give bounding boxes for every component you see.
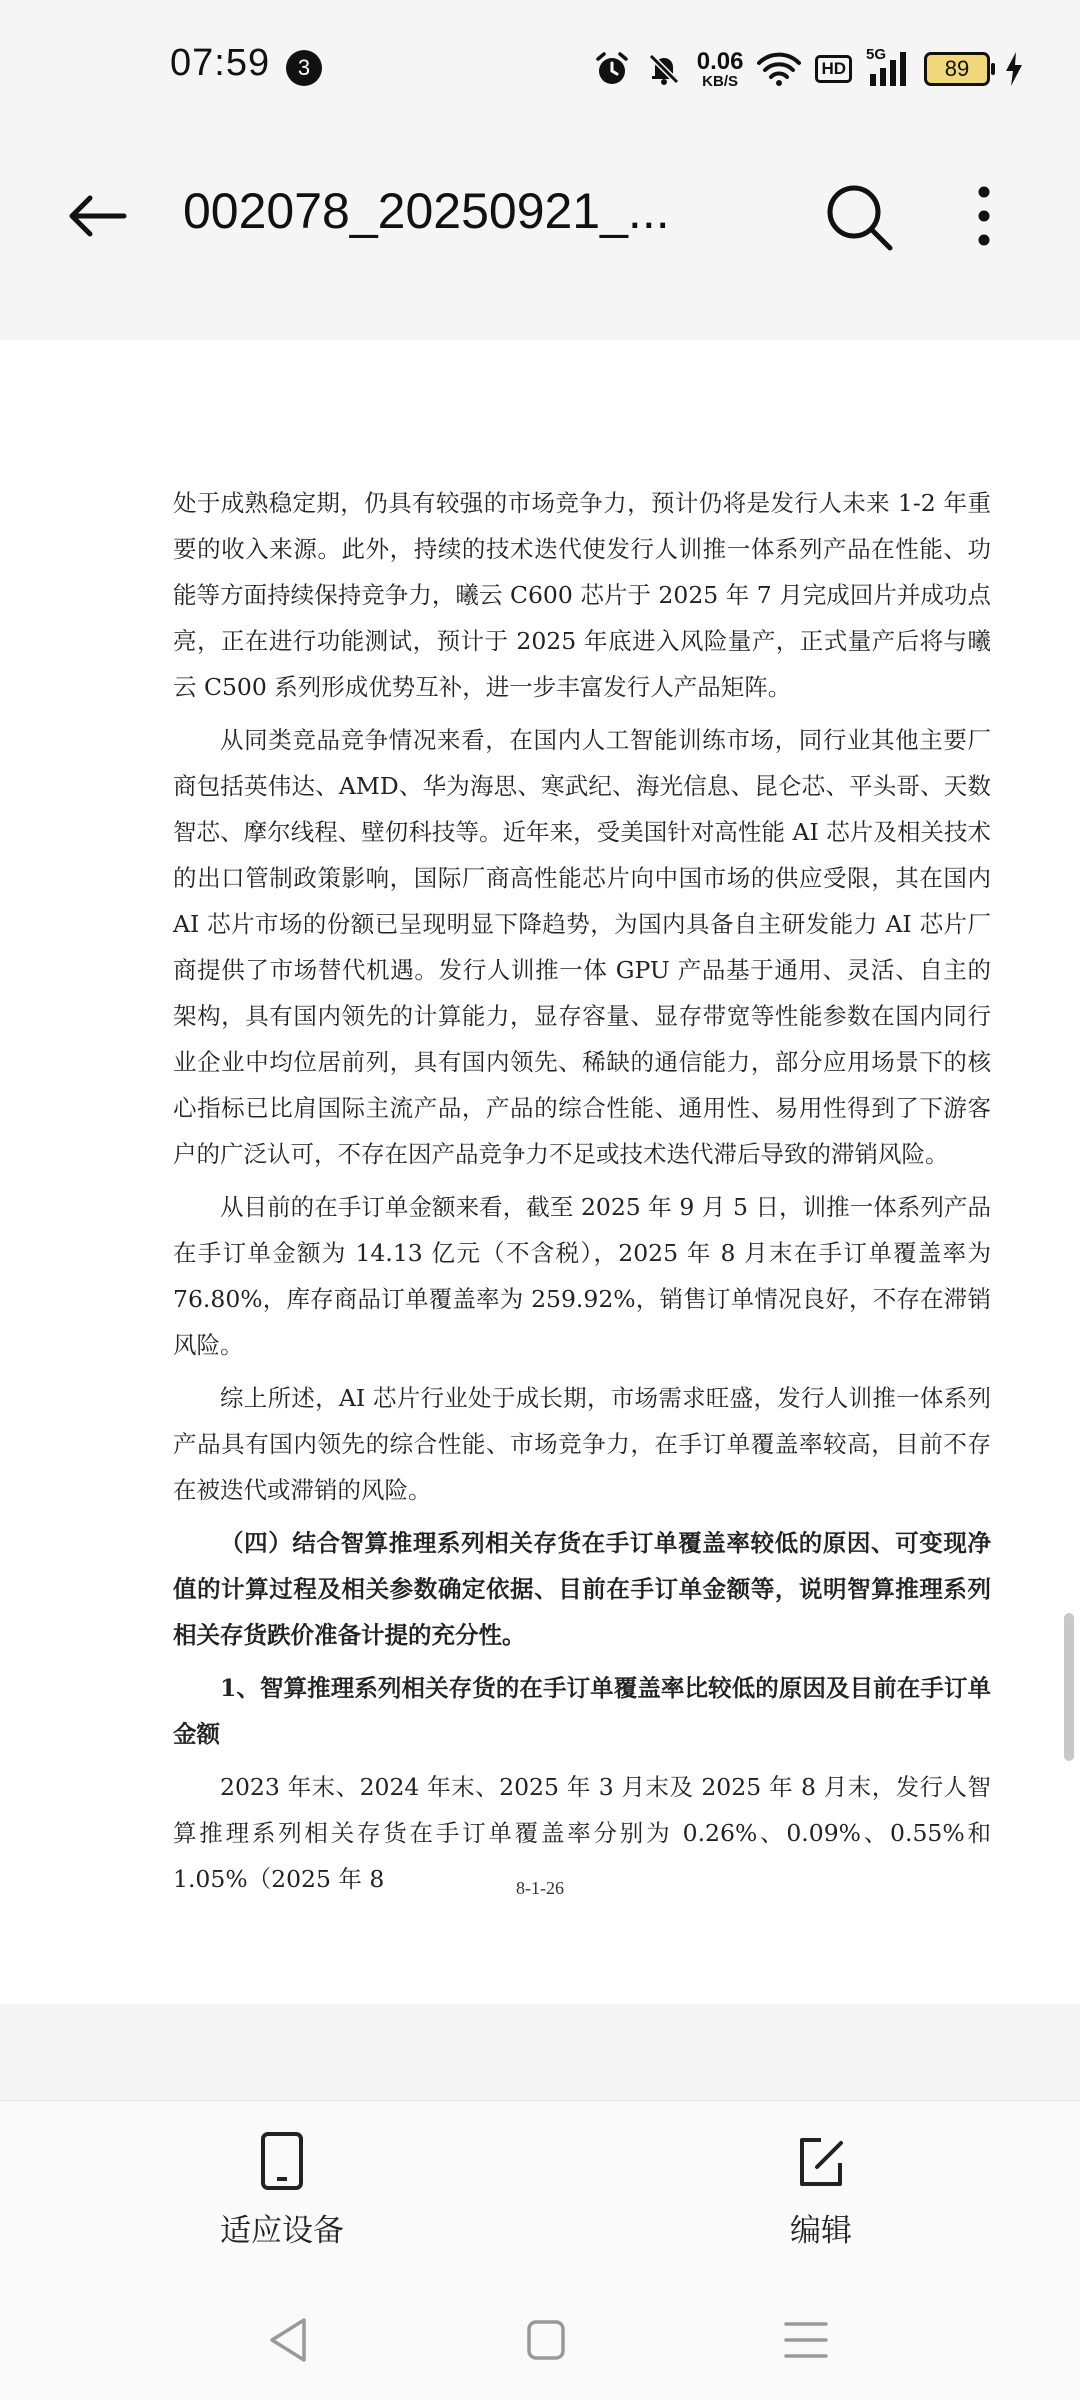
status-time: 07:59: [170, 42, 271, 84]
nav-back-icon[interactable]: [258, 2310, 318, 2370]
document-viewer[interactable]: [0, 288, 1080, 2100]
status-bar: [0, 0, 1080, 138]
fit-device-button[interactable]: [182, 2131, 382, 2250]
phone-icon: [260, 2131, 304, 2191]
status-icons: [593, 44, 1024, 94]
net-speed-value: 0.06: [696, 47, 744, 75]
hd-badge: HD: [815, 55, 852, 83]
network-type: 5G: [866, 46, 887, 63]
bottom-toolbar: [0, 2100, 1080, 2281]
paragraph: 从目前的在手订单金额来看，截至 2025 年 9 月 5 日，训推一体系列产品在手订单金额为 14.13 亿元（不含税），2025 年 8 月末在手订单覆盖率为 76.80%，库存商品订单覆盖率为 259.92%，销售订单情况良好，不存在滞销风险。: [173, 1193, 991, 1359]
system-nav-bar: [0, 2280, 1080, 2400]
paragraph: 2023 年末、2024 年末、2025 年 3 月末及 2025 年 8 月末，发行人智算推理系列相关存货在手订单覆盖率分别为 0.26%、0.09%、0.55%和 1.05%（2025 年 8: [173, 1773, 991, 1893]
net-speed-unit: KB/S: [702, 72, 738, 90]
fit-device-label: 适应设备: [220, 2213, 344, 2249]
edit-label: 编辑: [790, 2213, 852, 2249]
document-page: [0, 340, 1080, 2004]
paragraph: 处于成熟稳定期，仍具有较强的市场竞争力，预计仍将是发行人未来 1-2 年重要的收入来源。此外，持续的技术迭代使发行人训推一体系列产品在性能、功能等方面持续保持竞争力，曦云 C600 芯片于 2025 年 7 月完成回片并成功点亮，正在进行功能测试，预计于 2025 年底进入风险量产，正式量产后将与曦云 C500 系列形成优势互补，进一步丰富发行人产品矩阵。: [173, 489, 991, 701]
arrow-left-icon[interactable]: [60, 180, 132, 252]
document-title: 002078_20250921_...: [183, 183, 670, 239]
subsection-heading: 1、智算推理系列相关存货的在手订单覆盖率比较低的原因及目前在手订单金额: [173, 1674, 991, 1748]
charging-bolt-icon: [1004, 51, 1024, 87]
signal-bars-icon: [866, 50, 910, 88]
page-text: [173, 480, 991, 1909]
search-icon[interactable]: [820, 178, 898, 256]
battery-indicator: 89: [924, 52, 990, 86]
more-vertical-icon[interactable]: [964, 180, 1004, 252]
nav-menu-icon[interactable]: [776, 2310, 836, 2370]
paragraph: 综上所述，AI 芯片行业处于成长期，市场需求旺盛，发行人训推一体系列产品具有国内领先的综合性能、市场竞争力，在手订单覆盖率较高，目前不存在被迭代或滞销的风险。: [173, 1384, 991, 1504]
edit-icon: [795, 2131, 847, 2191]
alarm-icon: [593, 50, 631, 88]
nav-home-icon[interactable]: [516, 2310, 576, 2370]
section-heading: （四）结合智算推理系列相关存货在手订单覆盖率较低的原因、可变现净值的计算过程及相关参数确定依据、目前在手订单金额等，说明智算推理系列相关存货跌价准备计提的充分性。: [173, 1529, 991, 1649]
edit-button[interactable]: [721, 2131, 921, 2250]
paragraph: 从同类竞品竞争情况来看，在国内人工智能训练市场，同行业其他主要厂商包括英伟达、AMD、华为海思、寒武纪、海光信息、昆仑芯、平头哥、天数智芯、摩尔线程、壁仞科技等。近年来，受美国针对高性能 AI 芯片及相关技术的出口管制政策影响，国际厂商高性能芯片向中国市场的供应受限，其在国内 AI 芯片市场的份额已呈现明显下降趋势，为国内具备自主研发能力 AI 芯片厂商提供了市场替代机遇。发行人训推一体 GPU 产品基于通用、灵活、自主的架构，具有国内领先的计算能力，显存容量、显存带宽等性能参数在国内同行业企业中均位居前列，具有国内领先、稀缺的通信能力，部分应用场景下的核心指标已比肩国际主流产品，产品的综合性能、通用性、易用性得到了下游客户的广泛认可，不存在因产品竞争力不足或技术迭代滞后导致的滞销风险。: [173, 726, 991, 1168]
cellular-signal: [866, 46, 910, 88]
wifi-icon: [757, 51, 801, 87]
app-bar: [0, 138, 1080, 288]
mute-bell-icon: [645, 50, 683, 88]
page-number: 8-1-26: [516, 1878, 564, 1898]
scrollbar-thumb[interactable]: [1064, 1613, 1074, 1761]
notification-count-badge: 3: [286, 50, 322, 86]
net-speed: [696, 47, 744, 90]
